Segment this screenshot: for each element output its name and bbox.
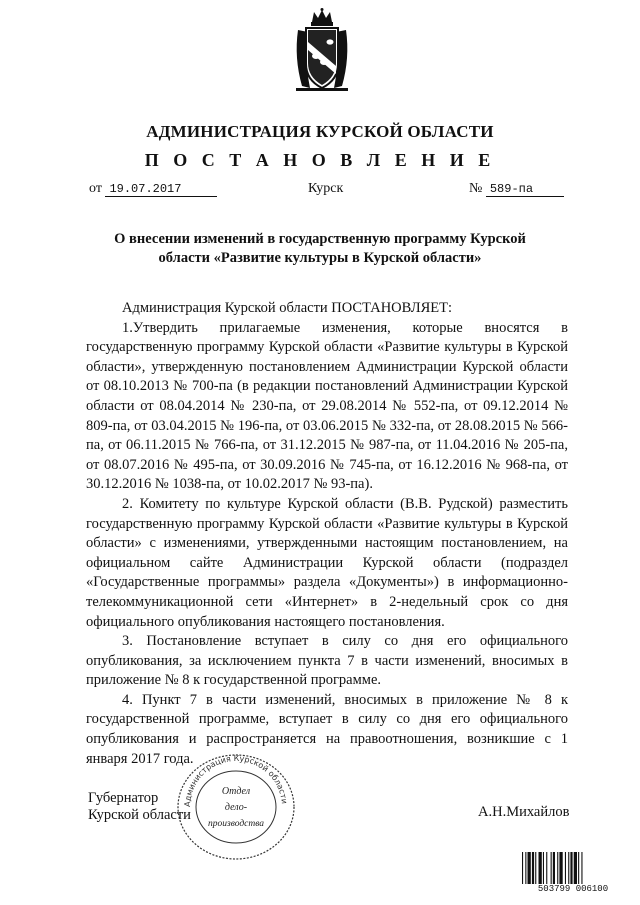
document-city: Курск: [308, 181, 344, 196]
body-intro: Администрация Курской области ПОСТАНОВЛЯЕТ:: [122, 300, 453, 316]
barcode-number: 503799 006100: [520, 884, 626, 894]
body-paragraph-2: 2. Комитету по культуре Курской области (В.В. Рудской) разместить государственную программу Курской области «Развитие культуры в Курской области» с изменениями, утвержденными настоящим постановлением, на официальном сайте Администрации Курской области (подраздел «Государственные программы» раздела «Документы») в информационно-телекоммуникационной сети «Интернет» в 2-недельный срок со дня официального опубликования настоящего постановления.: [86, 495, 568, 630]
body-paragraph-1: 1.Утвердить прилагаемые изменения, которые вносятся в государственную программу Курской области «Развитие культуры в Курской области», утвержденную постановлением Администрации Курской области от 08.10.2013 № 700-па (в редакции постановлений Администрации Курской области от 08.04.2014 № 230-па, от 29.08.2014 № 552-па, от 09.12.2014 № 809-па, от 03.04.2015 № 196-па, от 03.06.2015 № 332-па, от 28.08.2015 № 566-па, от 06.11.2015 № 766-па, от 31.12.2015 № 987-па, от 11.04.2016 № 205-па, от 08.07.2016 № 495-па, от 30.09.2016 № 745-па, от 16.12.2016 № 968-па, от 30.12.2016 № 1038-па, от 10.02.2017 № 93-па).: [86, 319, 568, 493]
document-body: [86, 299, 568, 769]
signatory-title-line-2: Курской области: [88, 807, 191, 823]
office-stamp: [172, 752, 300, 862]
subject-line-1: О внесении изменений в государственную программу Курской: [114, 231, 526, 247]
stamp-line-2: дело-: [224, 802, 248, 813]
body-paragraph-4: 4. Пункт 7 в части изменений, вносимых в приложение № 8 к государственной программе, вступает в силу со дня его официального опубликования и распространяется на правоотношения, возникшие с 1 января 2017 года.: [86, 691, 568, 767]
date-prefix: от: [89, 181, 102, 196]
number-prefix: №: [469, 181, 483, 196]
signatory-name: А.Н.Михайлов: [478, 804, 570, 820]
document-type: П О С Т А Н О В Л Е Н И Е: [144, 150, 496, 170]
document-subject: [92, 230, 548, 268]
stamp-ring-text: Администрация Курской области: [182, 753, 289, 808]
document-date: [89, 181, 217, 197]
subject-line-2: области «Развитие культуры в Курской области»: [158, 250, 482, 266]
stamp-line-3: производства: [207, 819, 265, 829]
number-value: 589-па: [486, 182, 564, 197]
stamp-line-1: Отдел: [221, 786, 251, 797]
body-paragraph-3: 3. Постановление вступает в силу со дня его официального опубликования, за исключением пункта 7 в части изменений, вносимых в приложение № 8 к государственной программе.: [86, 633, 568, 689]
signatory-title-line-1: Губернатор: [88, 790, 159, 806]
coat-of-arms-icon: [290, 8, 354, 94]
document-number: [469, 181, 564, 197]
date-value: 19.07.2017: [105, 182, 217, 197]
agency-name: АДМИНИСТРАЦИЯ КУРСКОЙ ОБЛАСТИ: [146, 122, 494, 141]
